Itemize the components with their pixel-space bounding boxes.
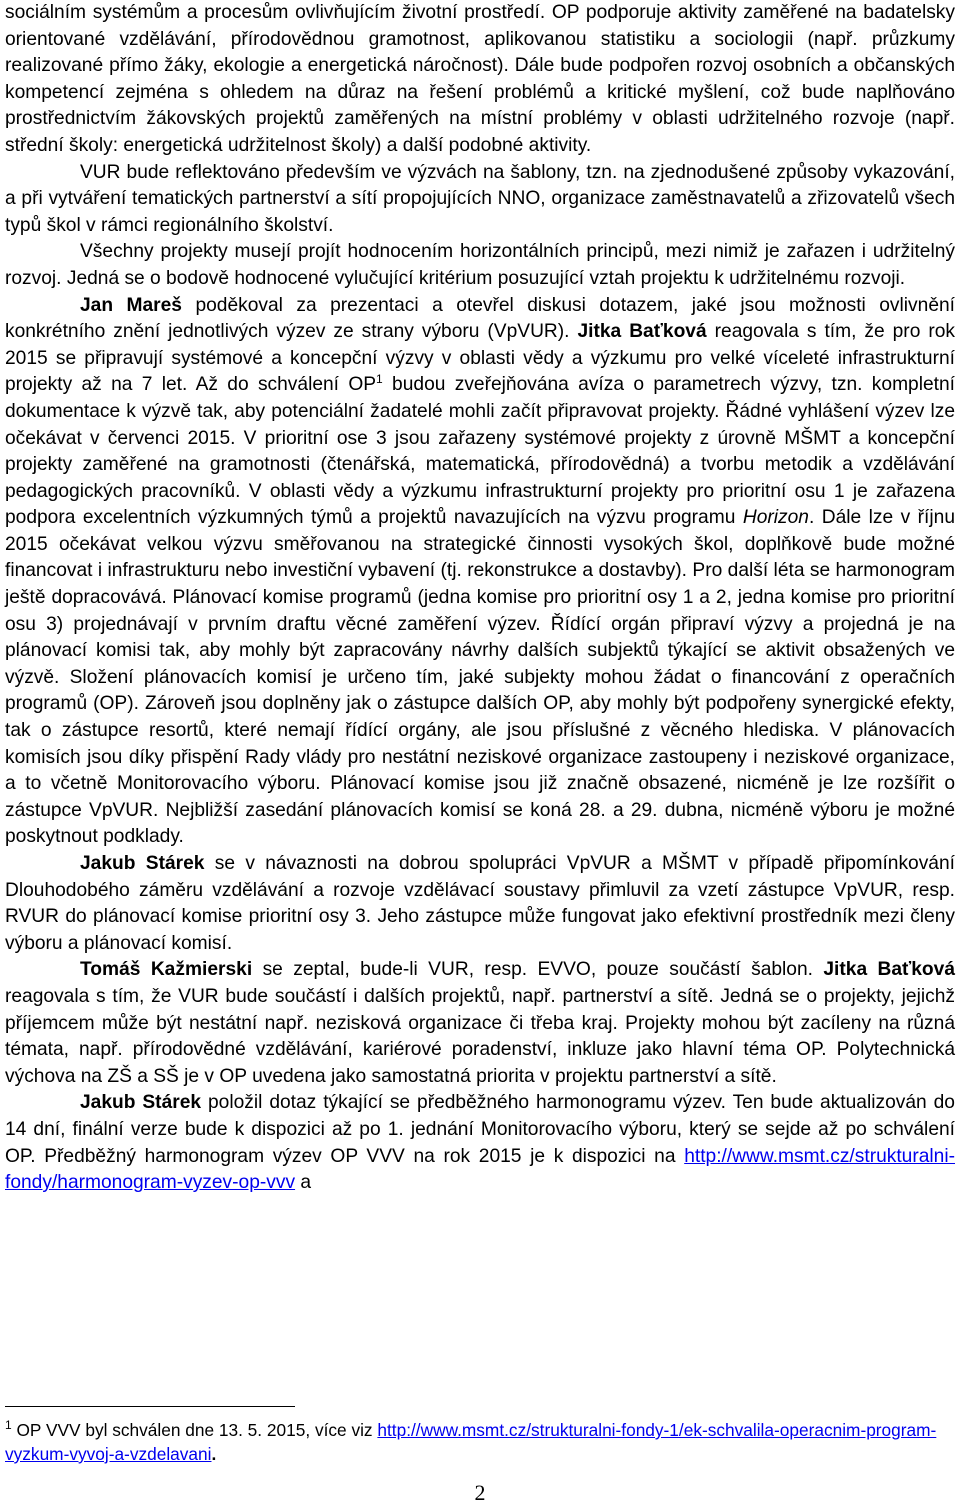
paragraph-4-text-2: reagovala s tím, že pro rok 2015 se připravují systémové a koncepční výzvy v oblasti vědy a výzkumu pro velké víceleté infrastrukturní projekty až na 7 let. Až do schválení OP [5,321,955,396]
paragraph-5-text: se v návaznosti na dobrou spolupráci VpVUR a MŠMT v případě připomínkování Dlouhodobého záměru vzdělávání a rozvoje vzdělávací soustavy přimluvil za vzetí zástupce VpVUR, resp. RVUR do plánovací komise prioritní osy 3. Jeho zástupce může fungovat jako efektivní prostředník mezi členy výboru a plánovací komisí. [5,853,955,954]
body-text [5,0,955,1197]
footnote-separator [5,1406,295,1407]
speaker-name: Jitka Baťková [577,321,707,343]
speaker-name: Jakub Stárek [80,1092,202,1114]
speaker-name: Tomáš Kažmierski [80,959,253,981]
footnote-marker: 1 [5,1418,12,1432]
paragraph-7-text-1: položil dotaz týkající se předběžného harmonogramu výzev. Ten bude aktualizován do 14 dní, finální verze bude k dispozici až po 1. jednání Monitorovacího výboru, který se sejde až po schválení OP. Předběžný harmonogram výzev OP VVV na rok 2015 je k dispozici na [5,1092,955,1167]
paragraph-7 [5,1090,955,1196]
paragraph-4-text-1: poděkoval za prezentaci a otevřel diskusi dotazem, jaké jsou možnosti ovlivnění konkrétního znění jednotlivých výzev ze strany výboru (VpVUR). [5,294,955,343]
paragraph-4-text-4: . Dále lze v říjnu 2015 očekávat velkou výzvu směřovanou na strategické činnosti vysokých škol, doplňkově bude možné financovat i infrastrukturu nebo investiční vybavení (tj. rekonstrukce a dostavby). Pro další léta se harmonogram ještě dopracovává. Plánovací komise programů (jedna komise pro prioritní osy 1 a 2, jedna komise pro prioritní osu 3) projednávají v prvním draftu věcné zaměření výzev. Řídící orgán připraví výzvy a projedná je na plánovací komisi tak, aby mohly být zapracovány návrhy dalších subjektů týkající se aktivit obsažených ve výzvě. Složení plánovacích komisí je určeno tím, jaké subjekty mohou žádat o financování z operačních programů (OP). Zároveň jsou doplněny jak o zástupce dalších OP, aby mohly být podpořeny synergické efekty, tak o zástupce resortů, které nemají řídící orgány, ale jsou příslušné z věcného hlediska. V plánovacích komisích jsou díky přispění Rady vlády pro nestátní neziskové organizace zastoupeny i neziskové organizace, a to včetně Monitorovacího výboru. Plánovací komise jsou již značně obsazené, nicméně je lze rozšířit o zástupce VpVUR. Nejbližší zasedání plánovacích komisí se koná 28. a 29. dubna, nicméně výboru je možné poskytnout podklady. [5,507,955,848]
speaker-name: Jan Mareš [80,294,182,316]
paragraph-4 [5,293,955,851]
paragraph-6-text-2: reagovala s tím, že VUR bude součástí i dalších projektů, např. partnerství a sítě. Jedná se o projekty, jejichž příjemcem může být nestátní např. nezisková organizace či třeba kraj. Projekty mohou být zacíleny na různá témata, např. přírodovědné vzdělávání, kariérové poradenství, inkluze jako hlavní téma OP. Polytechnická výchova na ZŠ a SŠ je v OP uvedena jako samostatná priorita v projektu partnerství a sítě. [5,985,955,1087]
paragraph-1-text: sociálním systémům a procesům ovlivňujícím životní prostředí. OP podporuje aktivity zaměřené na badatelsky orientované vzdělávání, přírodovědnou gramotnost, aplikovanou statistiku a sociologii (např. průzkumy realizované přímo žáky, ekologie a energetická náročnost). Dále bude podpořen rozvoj osobních a občanských kompetencí zejména s ohledem na důraz na řešení problémů a kritické myšlení, což bude naplňováno prostřednictvím žákovských projektů zaměřených na místní problémy v oblasti udržitelného rozvoje (např. střední školy: energetická udržitelnost školy) a další podobné aktivity. [5,2,955,156]
program-name: Horizon [742,507,809,529]
footnote-text-1: OP VVV byl schválen dne 13. 5. 2015, více viz [11,1420,378,1440]
footnote [5,1418,955,1466]
paragraph-5 [5,851,955,957]
paragraph-2 [5,160,955,240]
harmonogram-link[interactable]: http://www.msmt.cz/strukturalni-fondy/harmonogram-vyzev-op-vvv [5,1145,955,1194]
speaker-name: Jakub Stárek [80,853,205,874]
paragraph-3 [5,239,955,292]
footnote-link[interactable]: http://www.msmt.cz/strukturalni-fondy-1/ek-schvalila-operacnim-program-vyzkum-vyvoj-a-vzdelavani [5,1420,937,1464]
paragraph-3-text: Všechny projekty musejí projít hodnocením horizontálních principů, mezi nimiž je zařazen i udržitelný rozvoj. Jedná se o bodově hodnocené vylučující kritérium posuzující vztah projektu k udržitelnému rozvoji. [5,241,955,289]
page-number: 2 [474,1480,486,1505]
speaker-name: Jitka Baťková [823,959,955,981]
paragraph-4-text-3: budou zveřejňována avíza o parametrech výzvy, tzn. kompletní dokumentace k výzvě tak, aby potenciální žadatelé mohli začít připravovat projekty. Řádné vyhlášení výzev lze očekávat v červenci 2015. V prioritní ose 3 jsou zařazeny systémové projekty z úrovně MŠMT a koncepční projekty zaměřené na gramotnosti (čtenářská, matematická, přírodovědná) a tvorbu metodik a vzdělávání pedagogických pracovníků. V oblasti vědy a výzkumu infrastrukturní projekty pro prioritní osu 1 je zařazena podpora excelentních výzkumných týmů a projektů navazujících na výzvu programu [5,374,955,529]
paragraph-6 [5,957,955,1090]
paragraph-2-text: VUR bude reflektováno především ve výzvách na šablony, tzn. na zjednodušené způsoby vykazování, a při vytváření tematických partnerství a sítí propojujících NNO, organizace zaměstnavatelů a zřizovatelů všech typů škol v rámci regionálního školství. [5,161,955,236]
paragraph-6-text-1: se zeptal, bude-li VUR, resp. EVVO, pouze součástí šablon. [252,959,824,981]
footnote-text-2: . [211,1444,217,1464]
footnote-reference[interactable]: 1 [376,372,383,387]
paragraph-1 [5,0,955,160]
paragraph-7-text-2: a [295,1172,312,1194]
